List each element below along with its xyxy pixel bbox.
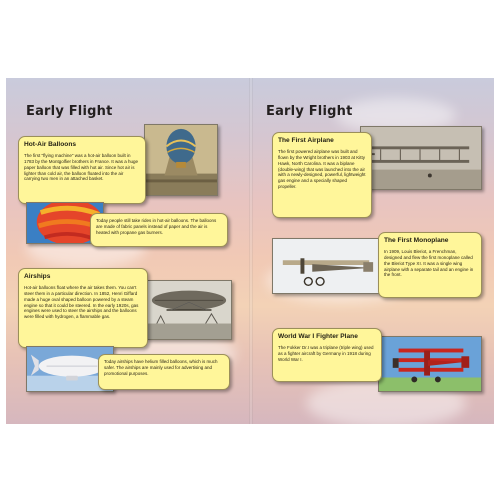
airships-card: [18, 268, 148, 348]
first-airplane-card: [272, 132, 372, 218]
blimps-text: Today airships have helium filled balloons, which is much safer. The airships are mainly used for advertising and promotional purposes.: [104, 359, 218, 376]
first-monoplane-title: The First Monoplane: [384, 237, 449, 244]
balloon-rides-text: Today people still take rides in hot-air balloons. The balloons are made of fabric panels instead of paper and the air is heated with propane gas burners.: [96, 218, 217, 235]
hot-air-balloons-card: [18, 136, 146, 204]
bleriot-monoplane-image: [272, 238, 380, 294]
fighter-plane-card: [272, 328, 382, 382]
airships-text: Hot-air balloons float where the air takes them. You can't steer them in a particular direction. In 1852, Henri Giffard made a huge oval shaped balloon powered by a steam engine so that it could be steered. In the early 1920s, gas engines were used to steer the airships and the balloons were filled with hydrogen, a flammable gas.: [24, 284, 139, 320]
right-page-heading: Early Flight: [266, 104, 353, 119]
fighter-plane-title: World War I Fighter Plane: [278, 333, 358, 340]
first-monoplane-text: In 1909, Louis Bleriot, a Frenchman, designed and flew the first monoplane called the Bleriot Type XI. It was a single wing airplane with a separate tail and an engine in the front.: [384, 248, 474, 278]
hot-air-balloons-text: The first "flying machine" was a hot-air balloon built in 1783 by the Montgolfier brothers in France. It was a huge paper balloon that was filled with hot air. Since hot air is lighter than cold air, the balloon floated into the air carrying two men in an attached basket.: [24, 152, 139, 182]
fokker-triplane-image: [378, 336, 482, 392]
airships-title: Airships: [24, 273, 51, 280]
first-monoplane-card: [378, 232, 482, 298]
page-gutter: [249, 78, 253, 424]
hot-air-balloons-title: Hot-Air Balloons: [24, 141, 77, 148]
wright-flyer-image: [360, 126, 482, 190]
montgolfier-balloon-image: [144, 124, 218, 196]
giffard-airship-image: [146, 280, 232, 340]
first-airplane-title: The First Airplane: [278, 137, 334, 144]
balloon-rides-card: [90, 213, 228, 247]
first-airplane-text: The first powered airplane was built and flown by the Wright brothers in 1903 at Kitty Hawk, North Carolina. It was a biplane (double-wing) that was launched into the air with a newly-designed, powerful, lightweight gas engine and a specially shaped propeller.: [278, 148, 366, 190]
blimps-card: [98, 354, 230, 390]
fighter-plane-text: The Fokker Dr.I was a triplane (triple wing) used as a fighter aircraft by Germany in 1918 during World War I.: [278, 344, 374, 362]
left-page-heading: Early Flight: [26, 104, 113, 119]
book-spread: [6, 78, 494, 424]
